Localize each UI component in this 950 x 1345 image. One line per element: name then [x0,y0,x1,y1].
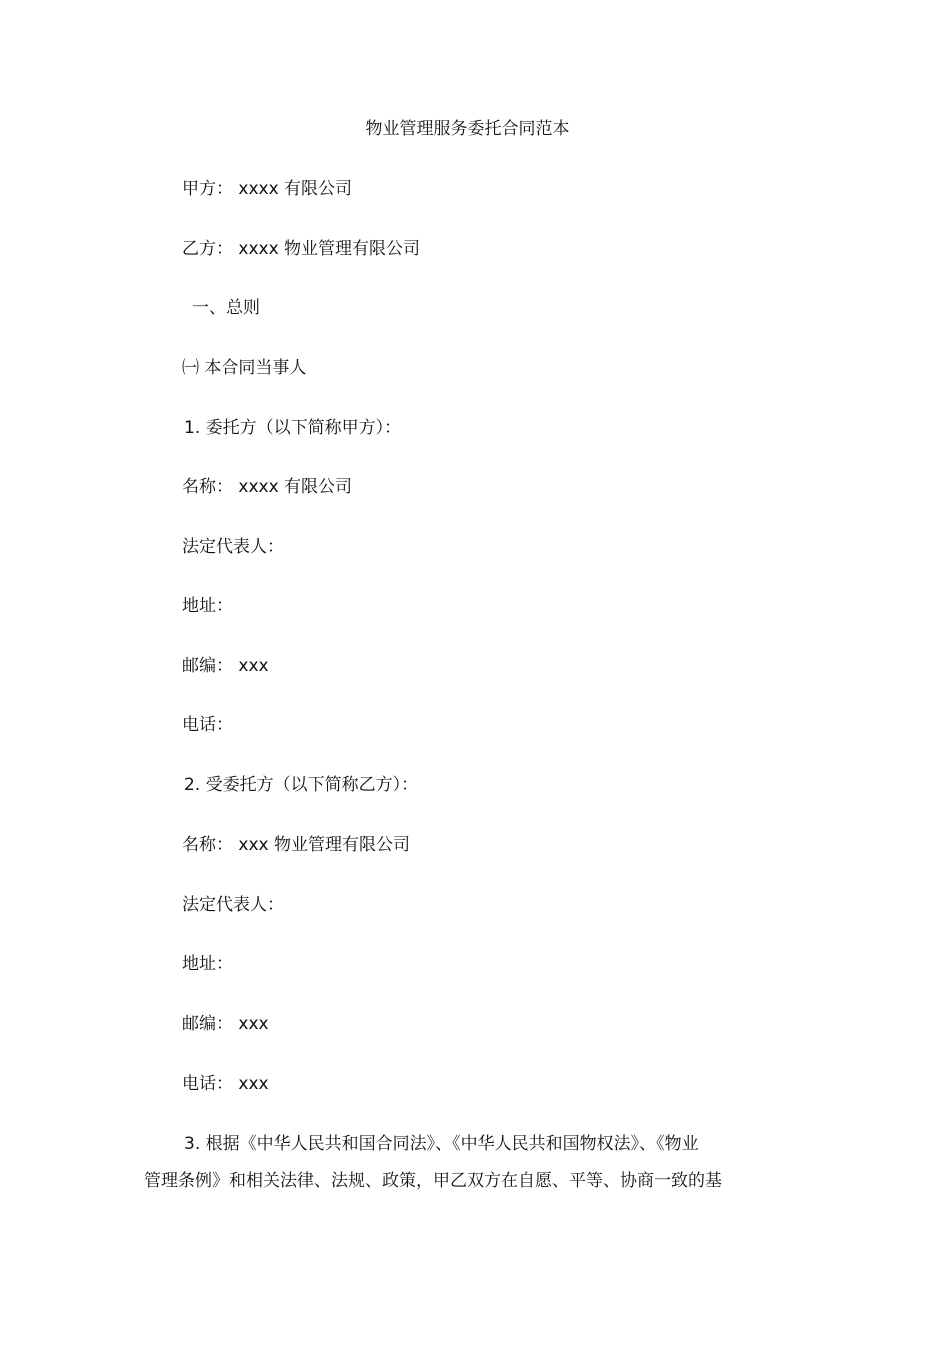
party-b-name: 名称： xxx 物业管理有限公司 [182,835,410,855]
item-3-line-1: 3. 根据《中华人民共和国合同法》、《中华人民共和国物权法》、《物业 [184,1134,699,1154]
party-b-representative: 法定代表人： [182,895,284,915]
party-a-phone: 电话： [182,715,233,735]
item-2-heading: 2. 受委托方（以下简称乙方）： [184,775,419,795]
party-b-address: 地址： [182,954,233,974]
item-3-line-2: 管理条例》和相关法律、法规、政策，甲乙双方在自愿、平等、协商一致的基 [144,1171,722,1191]
subsection-heading: ㈠ 本合同当事人 [182,358,307,378]
item-1-heading: 1. 委托方（以下简称甲方）： [184,418,402,438]
party-b-line: 乙方： xxxx 物业管理有限公司 [182,239,421,259]
party-a-line: 甲方： xxxx 有限公司 [182,179,353,199]
party-a-name: 名称： xxxx 有限公司 [182,477,353,497]
party-a-postcode: 邮编： xxx [182,656,269,676]
party-a-representative: 法定代表人： [182,537,284,557]
party-a-address: 地址： [182,596,233,616]
party-b-postcode: 邮编： xxx [182,1014,269,1034]
party-b-phone: 电话： xxx [182,1074,269,1094]
document-title: 物业管理服务委托合同范本 [365,119,570,139]
section-heading: 一、总则 [192,298,260,318]
